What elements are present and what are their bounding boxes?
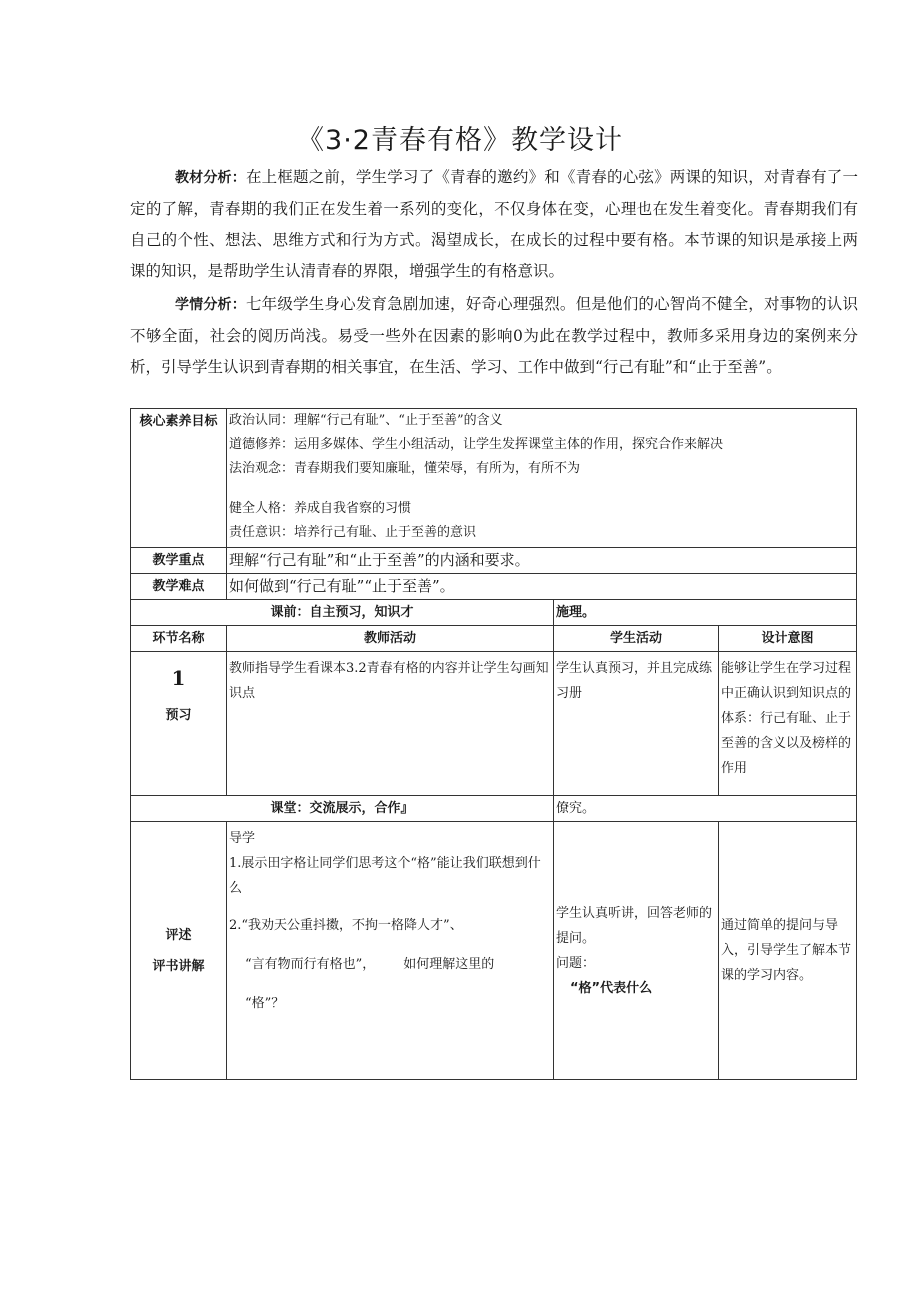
header-teacher: 教师活动 (227, 626, 554, 652)
lesson-plan-table (130, 408, 857, 1080)
section-inclass-right: 僚究。 (554, 796, 857, 822)
preview-row (131, 652, 857, 796)
header-stage: 环节名称 (131, 626, 227, 652)
explain-intent: 通过简单的提问与导入，引导学生了解本节课的学习内容。 (719, 822, 857, 1080)
explain-student-q-label: 问题： (556, 955, 596, 971)
explain-teacher-q2: 2.“我劝天公重抖擞，不拘一格降人才”、 (229, 918, 463, 933)
explain-row (131, 822, 857, 1080)
explain-student-q: “格”代表什么 (570, 980, 653, 996)
key-point-row (131, 548, 857, 574)
student-analysis-text: 七年级学生身心发育急剧加速，好奇心理强烈。但是他们的心智尚不健全，对事物的认识不够全面，社会的阅历尚浅。易受一些外在因素的影响0为此在教学过程中，教师多采用身边的案例来分析，引导学生认识到青春期的相关事宜，在生活、学习、工作中做到“行己有耻”和“止于至善”。 (130, 295, 858, 376)
key-point-text: 理解“行己有耻”和“止于至善”的内涵和要求。 (227, 548, 857, 574)
explain-name-1: 评述 (165, 927, 192, 943)
document-title: 《3·2青春有格》教学设计 (297, 125, 623, 156)
core-goals-row (131, 409, 857, 548)
core-goals-content (227, 409, 857, 548)
goal-responsibility: 责任意识：培养行己有耻、止于至善的意识 (229, 525, 477, 540)
explain-name-2: 评书讲解 (152, 958, 205, 974)
student-analysis-label: 学情分析： (174, 297, 246, 313)
header-intent: 设计意图 (719, 626, 857, 652)
key-point-label: 教学重点 (131, 548, 227, 574)
header-row (131, 626, 857, 652)
difficulty-label: 教学难点 (131, 574, 227, 600)
material-analysis-label: 教材分析： (174, 170, 246, 186)
material-analysis-text: 在上框题之前，学生学习了《青春的邀约》和《青春的心弦》两课的知识，对青春有了一定的了解，青春期的我们正在发生着一系列的变化，不仅身体在变，心理也在发生着变化。青春期我们有自己的个性、想法、思维方式和行为方式。渴望成长，在成长的过程中要有格。本节课的知识是承接上两课的知识，是帮助学生认清青春的界限，增强学生的有格意识。 (130, 168, 858, 280)
section-preclass-left: 课前：自主预习，知识才 (131, 600, 554, 626)
explain-teacher-q3b: 如何理解这里的 (403, 957, 495, 972)
header-student: 学生活动 (554, 626, 719, 652)
preview-name: 预习 (165, 708, 192, 723)
section-preclass-right: 施理。 (554, 600, 857, 626)
goal-law: 法治观念：青春期我们要知廉耻，懂荣辱，有所为，有所不为 (229, 461, 581, 476)
section-preclass-row (131, 600, 857, 626)
explain-student (554, 822, 719, 1080)
preview-student: 学生认真预习，并且完成练习册 (554, 652, 719, 796)
core-goals-label: 核心素养目标 (131, 409, 227, 548)
explain-student-text: 学生认真听讲，回答老师的提问。 (556, 905, 713, 946)
explain-teacher-q4: “格”？ (245, 996, 285, 1011)
explain-teacher-q3a: “言有物而行有格也”， (245, 957, 376, 972)
goal-moral: 道德修养：运用多媒体、学生小组活动，让学生发挥课堂主体的作用，探究合作来解决 (229, 437, 724, 452)
explain-stage-cell (131, 822, 227, 1080)
difficulty-text: 如何做到“行己有耻”“止于至善”。 (227, 574, 857, 600)
student-analysis-paragraph (130, 289, 858, 383)
difficulty-row (131, 574, 857, 600)
preview-teacher: 教师指导学生看课本3.2青春有格的内容并让学生勾画知识点 (227, 652, 554, 796)
explain-teacher-q1: 1.展示田字格让同学们思考这个“格”能让我们联想到什么 (229, 856, 541, 896)
material-analysis-paragraph (130, 162, 858, 287)
goal-personality: 健全人格：养成自我省察的习惯 (229, 501, 412, 516)
preview-stage-cell (131, 652, 227, 796)
section-inclass-left: 课堂：交流展示，合作』 (131, 796, 554, 822)
explain-teacher-q3 (229, 952, 551, 977)
preview-intent: 能够让学生在学习过程中正确认识到知识点的体系：行己有耻、止于至善的含义以及榜样的作用 (719, 652, 857, 796)
explain-teacher (227, 822, 554, 1080)
section-inclass-row (131, 796, 857, 822)
explain-teacher-title: 导学 (229, 831, 256, 846)
goal-political: 政治认同：理解“行己有耻”、“止于至善”的含义 (229, 413, 503, 428)
preview-number: 1 (171, 666, 186, 690)
